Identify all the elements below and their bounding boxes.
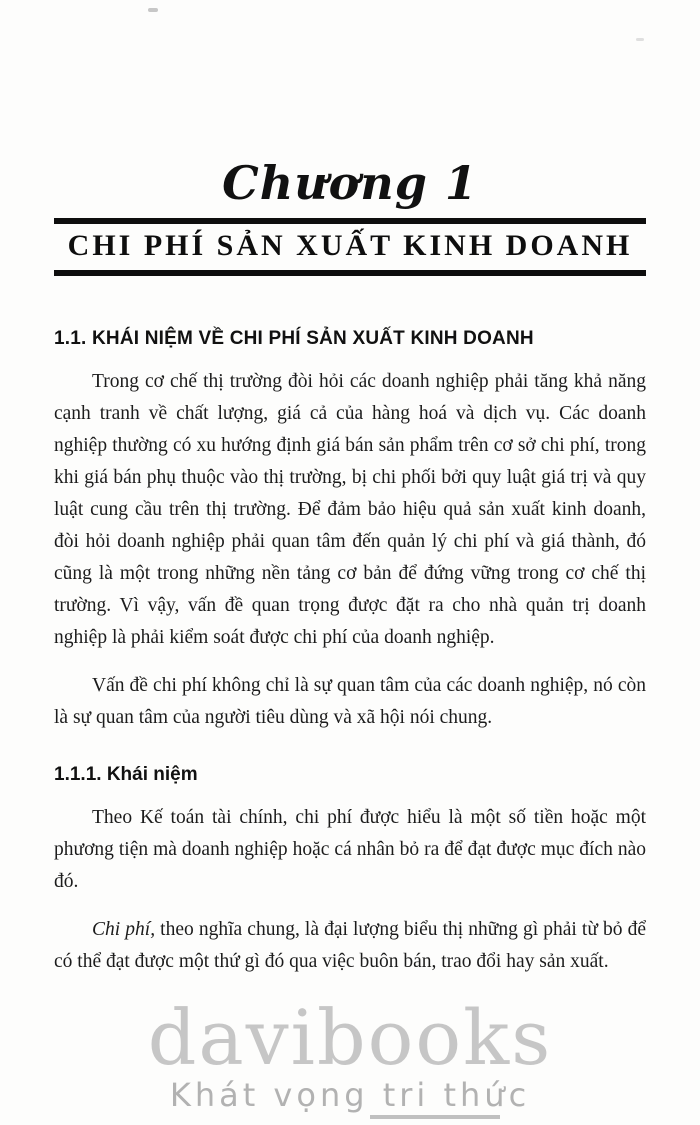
page-content: [0, 156, 700, 978]
paragraph: Trong cơ chế thị trường đòi hỏi các doanh nghiệp phải tăng khả năng cạnh tranh về chất lượng, giá cả của hàng hoá và dịch vụ. Các doanh nghiệp thường có xu hướng định giá bán sản phẩm trên cơ sở chi phí, trong khi giá bán phụ thuộc vào thị trường, bị chi phối bởi quy luật giá trị và quy luật cung cầu trên thị trường. Để đảm bảo hiệu quả sản xuất kinh doanh, đòi hỏi doanh nghiệp phải quan tâm đến quản lý chi phí và giá thành, đó cũng là một trong những nền tảng cơ bản để đứng vững trong cơ chế thị trường. Vì vậy, vấn đề quan trọng được đặt ra cho nhà quản trị doanh nghiệp là phải kiểm soát được chi phí của doanh nghiệp.: [54, 371, 646, 648]
paragraph: Vấn đề chi phí không chỉ là sự quan tâm của các doanh nghiệp, nó còn là sự quan tâm của người tiêu dùng và xã hội nói chung.: [54, 675, 646, 728]
paragraph-italic-lead: Chi phí,: [92, 919, 156, 940]
chapter-title-block: [54, 218, 646, 276]
chapter-title: CHI PHÍ SẢN XUẤT KINH DOANH: [67, 229, 633, 262]
paragraph: Theo Kế toán tài chính, chi phí được hiểu là một số tiền hoặc một phương tiện mà doanh nghiệp hoặc cá nhân bỏ ra để đạt được mục đích nào đó.: [54, 807, 646, 892]
scan-artifact: [636, 38, 644, 41]
scan-artifact: [148, 8, 158, 12]
paragraph: [54, 914, 646, 978]
watermark-brand-text: davibooks: [147, 993, 553, 1082]
subsection-heading: 1.1.1. Khái niệm: [54, 764, 198, 785]
section-heading: 1.1. KHÁI NIỆM VỀ CHI PHÍ SẢN XUẤT KINH DOANH: [54, 328, 534, 349]
watermark: [0, 993, 700, 1119]
watermark-underline: [370, 1115, 500, 1119]
chapter-number-script: Chương 1: [222, 156, 478, 210]
watermark-tagline-text: Khát vọng tri thức: [169, 1076, 531, 1114]
paragraph-rest: theo nghĩa chung, là đại lượng biểu thị những gì phải từ bỏ để có thể đạt được một thứ gì đó qua việc buôn bán, trao đổi hay sản xuất.: [54, 919, 647, 972]
